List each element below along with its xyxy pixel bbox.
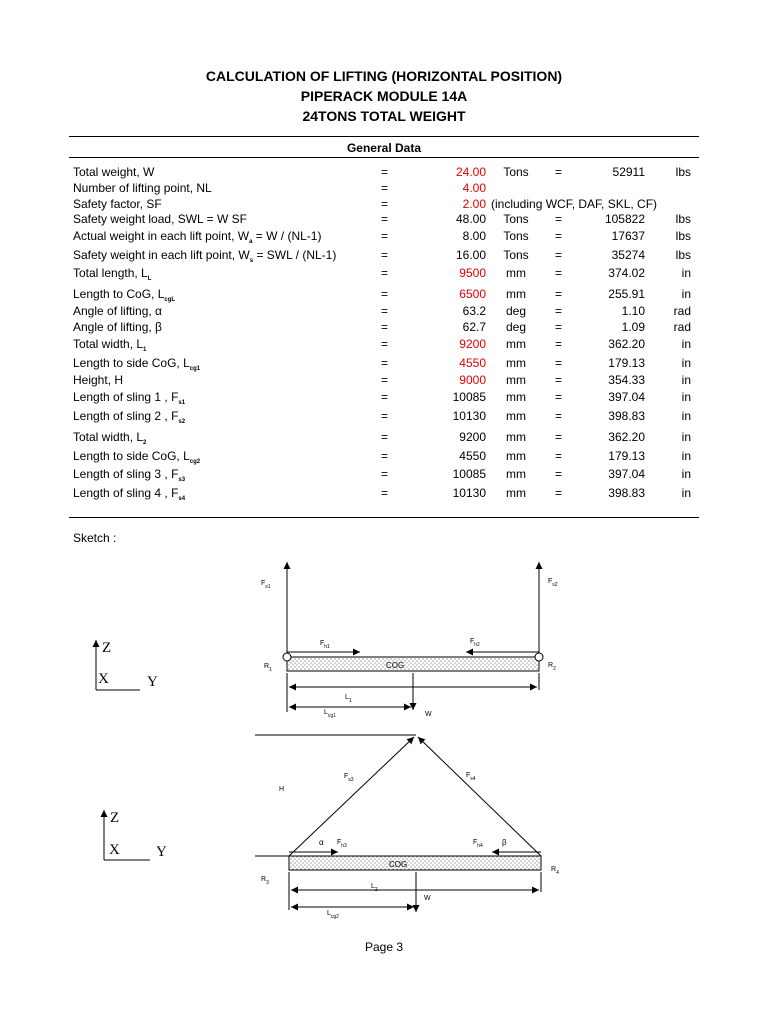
row-equals-2: = <box>555 229 563 243</box>
row-unit: deg <box>505 304 527 318</box>
row-converted-unit: lbs <box>675 165 691 179</box>
row-equals: = <box>381 181 389 195</box>
sling-fs3-arrow <box>289 737 414 856</box>
row-converted: 398.83 <box>608 486 645 500</box>
row-label: Length to CoG, $L_{cgL}$ <box>73 287 176 303</box>
row-unit: mm <box>506 449 526 463</box>
row-value: 4.00 <box>462 181 486 195</box>
svg-text:Lcg1: $L_{cg1}$ <box>324 709 336 719</box>
row-unit: mm <box>506 467 526 481</box>
sketch-label: Sketch : <box>73 531 117 545</box>
svg-text:Fh2: $F_{h2}$ <box>470 638 480 648</box>
row-converted-unit: in <box>681 373 691 387</box>
row-converted: 354.33 <box>608 373 645 387</box>
row-converted-unit: rad <box>673 304 691 318</box>
row-unit: Tons <box>503 165 529 179</box>
row-converted: 255.91 <box>608 287 645 301</box>
row-converted: 362.20 <box>608 337 645 351</box>
svg-text:Fh4: $F_{h4}$ <box>473 839 483 849</box>
cog-label-top: COG <box>386 661 405 670</box>
row-label: Safety weight load, SWL = W SF <box>73 212 247 226</box>
row-equals: = <box>381 212 389 226</box>
row-label: Length of sling 1 , $F_{s1}$ <box>73 390 186 406</box>
row-equals-2: = <box>555 373 563 387</box>
svg-text:β: β <box>502 838 507 847</box>
row-value: 2.00 <box>462 197 486 211</box>
row-value: 63.2 <box>462 304 486 318</box>
row-equals-2: = <box>555 356 563 370</box>
row-unit: Tons <box>503 248 529 262</box>
sling-fs4-arrow <box>418 737 541 856</box>
row-value: 10085 <box>452 390 486 404</box>
svg-text:Fs3: $F_{s3}$ <box>344 773 354 783</box>
row-converted-unit: in <box>681 356 691 370</box>
svg-text:α: α <box>319 838 324 847</box>
row-value: 10130 <box>452 486 486 500</box>
svg-text:R3: $R_3$ <box>261 876 269 886</box>
row-value: 4550 <box>459 449 486 463</box>
row-converted-unit: in <box>681 449 691 463</box>
row-unit: mm <box>506 287 526 301</box>
row-value: 4550 <box>459 356 486 370</box>
row-converted: 105822 <box>604 212 645 226</box>
axis-symbol-top <box>96 640 158 690</box>
svg-text:Fh1: $F_{h1}$ <box>320 640 330 650</box>
row-equals-2: = <box>555 486 563 500</box>
row-equals-2: = <box>555 409 563 423</box>
row-converted-unit: in <box>681 409 691 423</box>
row-converted: 397.04 <box>608 467 645 481</box>
row-equals-2: = <box>555 304 563 318</box>
row-value: 62.7 <box>462 320 486 334</box>
row-equals: = <box>381 320 389 334</box>
svg-text:X: X <box>109 842 120 858</box>
row-label: Length of sling 4 , $F_{s4}$ <box>73 486 186 502</box>
row-equals-2: = <box>555 467 563 481</box>
row-equals-2: = <box>555 449 563 463</box>
row-label: Height, H <box>73 373 124 387</box>
row-equals: = <box>381 430 389 444</box>
row-converted-unit: in <box>681 287 691 301</box>
beam-bottom <box>289 856 541 870</box>
svg-text:Fs4: $F_{s4}$ <box>466 772 476 782</box>
svg-text:R1: $R_1$ <box>264 663 272 673</box>
row-label: Length of sling 3 , $F_{s3}$ <box>73 467 186 483</box>
row-label: Total weight, W <box>73 165 155 179</box>
row-label: Length to side CoG, $L_{cg2}$ <box>73 449 201 465</box>
row-label: Length to side CoG, $L_{cg1}$ <box>73 356 201 372</box>
row-converted: 362.20 <box>608 430 645 444</box>
row-converted-unit: in <box>681 467 691 481</box>
svg-text:W: W <box>424 895 431 902</box>
row-converted-unit: lbs <box>675 248 691 262</box>
row-equals-2: = <box>555 165 563 179</box>
svg-text:L1: $L_1$ <box>345 694 352 704</box>
row-unit: mm <box>506 337 526 351</box>
row-unit: mm <box>506 266 526 280</box>
svg-text:Lcg2: $L_{cg2}$ <box>327 910 339 920</box>
row-unit: Tons <box>503 229 529 243</box>
row-converted-unit: in <box>681 337 691 351</box>
page-number: Page 3 <box>364 940 404 954</box>
row-equals: = <box>381 165 389 179</box>
row-label: Angle of lifting, α <box>73 304 162 318</box>
row-equals: = <box>381 266 389 280</box>
row-equals: = <box>381 390 389 404</box>
axis-z-label: Z <box>102 640 112 656</box>
row-equals-2: = <box>555 390 563 404</box>
row-unit: mm <box>506 356 526 370</box>
svg-text:Fs2: $F_{s2}$ <box>548 578 558 588</box>
row-label: Total width, $L_2$ <box>73 430 147 446</box>
row-converted-unit: in <box>681 390 691 404</box>
row-label: Angle of lifting, β <box>73 320 162 334</box>
row-equals: = <box>381 229 389 243</box>
section-heading: General Data <box>346 141 422 155</box>
row-unit: mm <box>506 373 526 387</box>
row-value: 48.00 <box>455 212 486 226</box>
row-label: Length of sling 2 , $F_{s2}$ <box>73 409 186 425</box>
row-equals-2: = <box>555 287 563 301</box>
row-unit: mm <box>506 486 526 500</box>
axis-symbol-bottom <box>104 810 167 860</box>
row-converted: 52911 <box>612 165 645 179</box>
row-converted: 179.13 <box>608 356 645 370</box>
row-equals: = <box>381 287 389 301</box>
row-equals: = <box>381 467 389 481</box>
row-value: 10085 <box>452 467 486 481</box>
row-equals: = <box>381 356 389 370</box>
doc-title: CALCULATION OF LIFTING (HORIZONTAL POSITION) <box>205 68 563 84</box>
row-equals-2: = <box>555 266 563 280</box>
row-converted: 398.83 <box>608 409 645 423</box>
row-unit: mm <box>506 409 526 423</box>
doc-weight-title: 24TONS TOTAL WEIGHT <box>302 108 466 124</box>
svg-text:H: H <box>279 786 285 793</box>
row-equals-2: = <box>555 248 563 262</box>
row-unit: deg <box>505 320 527 334</box>
row-converted: 17637 <box>611 229 645 243</box>
row-converted-unit: in <box>681 430 691 444</box>
row-converted: 179.13 <box>608 449 645 463</box>
row-label: Total length, $L_L$ <box>73 266 152 282</box>
row-value: 9000 <box>459 373 486 387</box>
doc-subtitle: PIPERACK MODULE 14A <box>300 88 468 104</box>
row-value: 24.00 <box>455 165 486 179</box>
row-converted: 397.04 <box>608 390 645 404</box>
row-unit: Tons <box>503 212 529 226</box>
svg-text:L2: $L_2$ <box>371 883 378 893</box>
axis-x-label: X <box>98 671 109 687</box>
row-equals-2: = <box>555 337 563 351</box>
row-value: 9500 <box>459 266 486 280</box>
row-equals: = <box>381 337 389 351</box>
axis-y-label: Y <box>147 674 158 690</box>
row-unit: mm <box>506 430 526 444</box>
side-view-sketch <box>255 735 559 920</box>
row-label: Safety weight in each lift point, $W_s$ = SWL / (NL-1) <box>73 248 337 264</box>
row-converted-unit: in <box>681 266 691 280</box>
row-value: 9200 <box>459 430 486 444</box>
row-converted: 1.09 <box>621 320 645 334</box>
row-converted-unit: lbs <box>675 229 691 243</box>
row-label: Number of lifting point, NL <box>73 181 212 195</box>
svg-text:Y: Y <box>156 844 167 860</box>
row-value: 16.00 <box>455 248 486 262</box>
row-unit: mm <box>506 390 526 404</box>
row-value: 9200 <box>459 337 486 351</box>
row-value: 8.00 <box>462 229 486 243</box>
row-equals: = <box>381 304 389 318</box>
row-equals: = <box>381 486 389 500</box>
cog-label-bottom: COG <box>389 860 408 869</box>
row-converted: 1.10 <box>621 304 645 318</box>
row-note: (including WCF, DAF, SKL, CF) <box>491 197 658 211</box>
top-view-sketch <box>261 562 558 719</box>
row-value: 10130 <box>452 409 486 423</box>
row-value: 6500 <box>459 287 486 301</box>
row-equals: = <box>381 373 389 387</box>
row-converted-unit: in <box>681 486 691 500</box>
row-equals: = <box>381 197 389 211</box>
row-converted-unit: rad <box>673 320 691 334</box>
svg-text:R2: $R_2$ <box>548 662 556 672</box>
svg-text:W: W <box>425 711 432 718</box>
svg-text:Fs1: $F_{s1}$ <box>261 580 271 590</box>
row-converted: 35274 <box>611 248 645 262</box>
svg-text:Z: Z <box>110 810 120 826</box>
row-converted-unit: lbs <box>675 212 691 226</box>
row-equals: = <box>381 409 389 423</box>
row-equals-2: = <box>555 212 563 226</box>
row-label: Total width, $L_1$ <box>73 337 147 353</box>
row-equals: = <box>381 449 389 463</box>
svg-text:Fh3: $F_{h3}$ <box>337 839 347 849</box>
row-label: Safety factor, SF <box>73 197 162 211</box>
svg-text:R4: $R_4$ <box>551 866 559 876</box>
row-converted: 374.02 <box>608 266 645 280</box>
row-equals: = <box>381 248 389 262</box>
beam-top <box>287 657 539 671</box>
row-equals-2: = <box>555 320 563 334</box>
row-equals-2: = <box>555 430 563 444</box>
row-label: Actual weight in each lift point, $W_a = W / (NL-1)$ <box>73 229 322 245</box>
